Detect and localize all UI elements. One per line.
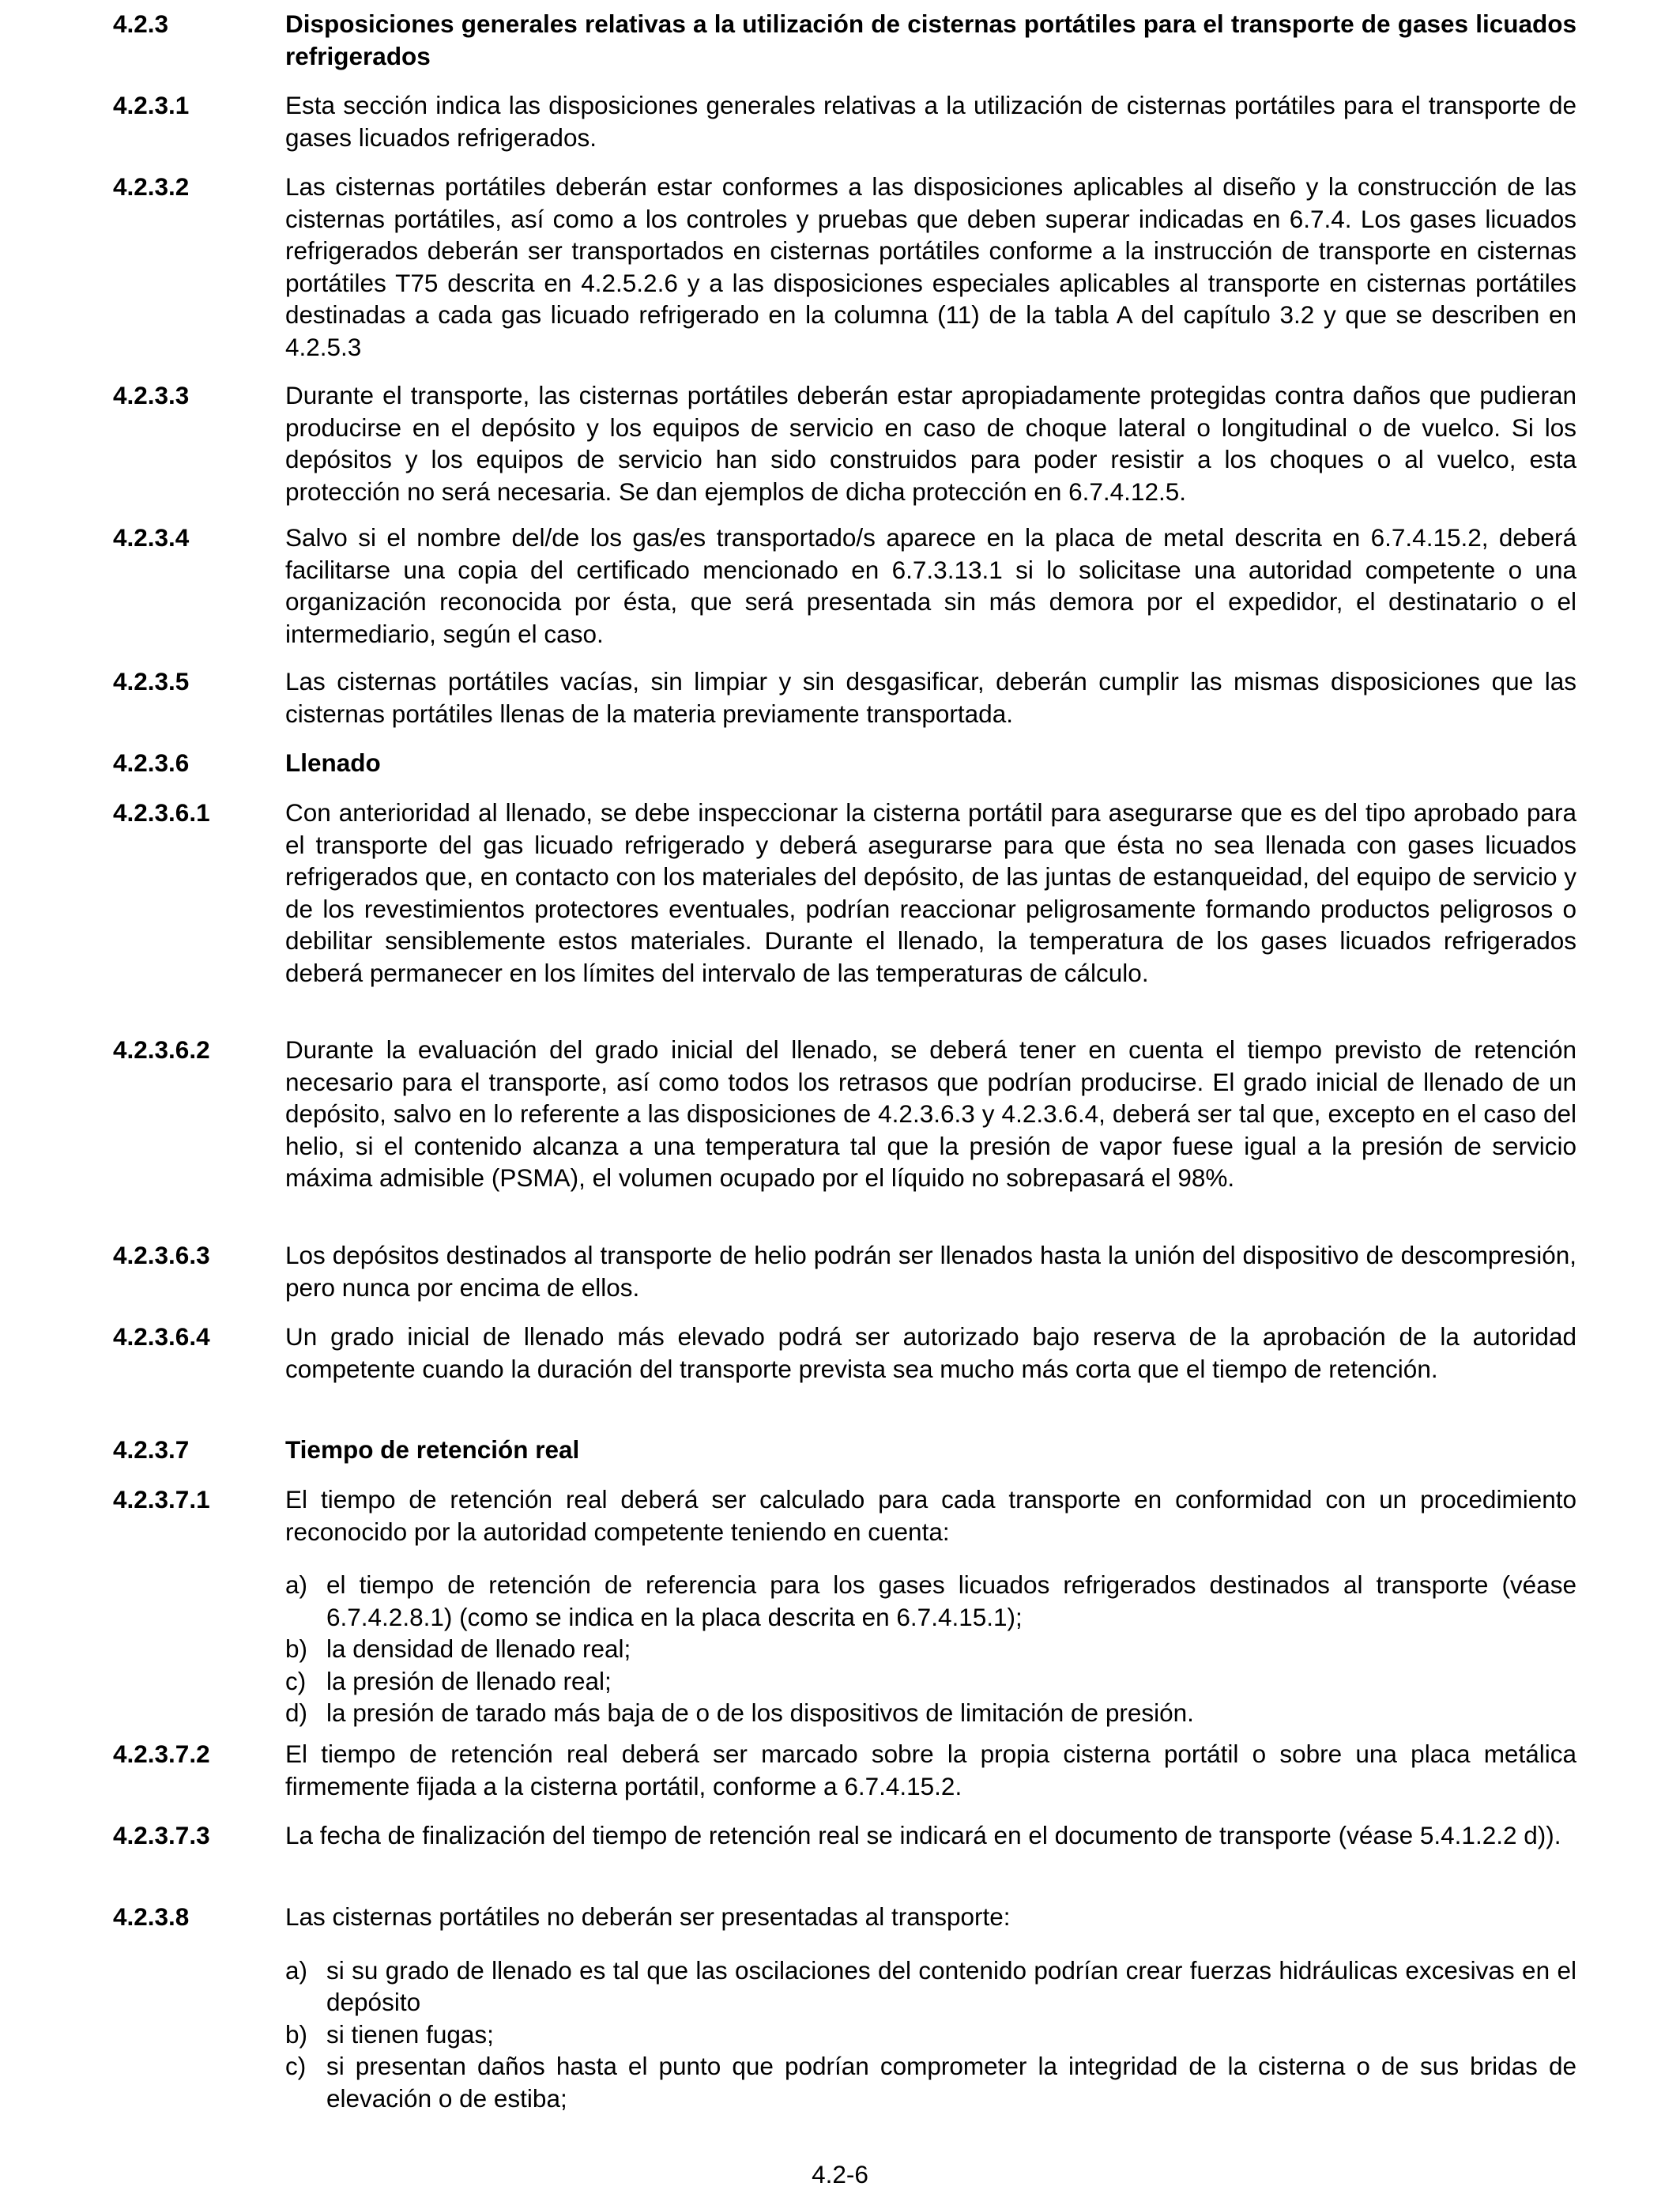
section-number: 4.2.3.7 <box>113 1435 190 1464</box>
section-number: 4.2.3.8 <box>113 1902 190 1931</box>
section-text: Salvo si el nombre del/de los gas/es transportado/s aparece en la placa de metal descrita en 6.7.4.15.2, deberá facilitarse una copia del certificado mencionado en 6.7.3.13.1 si lo solicitase una autoridad competente o una organización reconocida por ésta, que será presentada sin más demora por el expedidor, el destinatario o el intermediario, según el caso. <box>285 523 1576 648</box>
list-item <box>285 1697 1576 1729</box>
section-4-2-3-7 <box>113 1434 1576 1466</box>
section-text: Las cisternas portátiles vacías, sin limpiar y sin desgasificar, deberán cumplir las mismas disposiciones que las cisternas portátiles llenas de la materia previamente transportada. <box>285 667 1576 728</box>
section-4-2-3-7-3 <box>113 1819 1576 1852</box>
section-number: 4.2.3.6.4 <box>113 1322 210 1351</box>
section-4-2-3-6 <box>113 747 1576 779</box>
list-item <box>285 1955 1576 2019</box>
list-item-text: el tiempo de retención de referencia para los gases licuados refrigerados destinados al transporte (véase 6.7.4.2.8.1) (como se indica en la placa descrita en 6.7.4.15.1); <box>326 1570 1576 1631</box>
list-item-text: si presentan daños hasta el punto que podrían comprometer la integridad de la cisterna o de sus bridas de elevación o de estiba; <box>326 2052 1576 2113</box>
section-4-2-3-4 <box>113 522 1576 650</box>
list-item-label: c) <box>285 2052 307 2080</box>
section-number: 4.2.3.3 <box>113 381 190 409</box>
list-item-label: d) <box>285 1698 308 1727</box>
section-number: 4.2.3.2 <box>113 172 190 201</box>
section-text: Un grado inicial de llenado más elevado podrá ser autorizado bajo reserva de la aprobación de la autoridad competente cuando la duración del transporte prevista sea mucho más corta que el tiempo de retención. <box>285 1322 1576 1383</box>
list-item <box>285 1569 1576 1633</box>
section-text: Durante la evaluación del grado inicial del llenado, se deberá tener en cuenta el tiempo previsto de retención necesario para el transporte, así como todos los retrasos que podrían producirse. El grado inicial de llenado de un depósito, salvo en lo referente a las disposiciones de 4.2.3.6.3 y 4.2.3.6.4, deberá ser tal que, excepto en el caso del helio, si el contenido alcanza a una temperatura tal que la presión de vapor fuese igual a la presión de servicio máxima admisible (PSMA), el volumen ocupado por el líquido no sobrepasará el 98%. <box>285 1035 1576 1192</box>
section-number: 4.2.3.6.1 <box>113 798 210 827</box>
list-item-text: si su grado de llenado es tal que las oscilaciones del contenido podrían crear fuerzas hidráulicas excesivas en el depósito <box>326 1955 1576 2016</box>
section-4-2-3-5 <box>113 665 1576 729</box>
section-4-2-3-2 <box>113 171 1576 363</box>
section-4-2-3-1 <box>113 89 1576 153</box>
section-number: 4.2.3 <box>113 9 169 38</box>
list-item <box>285 1633 1576 1665</box>
section-4-2-3-8 <box>113 1901 1576 2114</box>
list-item <box>285 2050 1576 2114</box>
section-number: 4.2.3.6.3 <box>113 1241 210 1269</box>
section-number: 4.2.3.1 <box>113 91 190 119</box>
section-text: El tiempo de retención real deberá ser marcado sobre la propia cisterna portátil o sobre una placa metálica firmemente fijada a la cisterna portátil, conforme a 6.7.4.15.2. <box>285 1740 1576 1800</box>
section-4-2-3-3 <box>113 379 1576 507</box>
section-heading: Llenado <box>285 748 381 777</box>
list-item-label: c) <box>285 1666 307 1695</box>
section-number: 4.2.3.5 <box>113 667 190 696</box>
list-item-label: a) <box>285 1955 308 1985</box>
section-text: Durante el transporte, las cisternas portátiles deberán estar apropiadamente protegidas contra daños que pudieran producirse en el depósito y los equipos de servicio en caso de choque lateral o longitudinal o de vuelco. Si los depósitos y los equipos de servicio han sido construidos para poder resistir a los choques o al vuelco, esta protección no será necesaria. Se dan ejemplos de dicha protección en 6.7.4.12.5. <box>285 381 1576 506</box>
section-4-2-3-7-2 <box>113 1738 1576 1802</box>
section-text: Esta sección indica las disposiciones generales relativas a la utilización de cisternas portátiles para el transporte de gases licuados refrigerados. <box>285 91 1576 152</box>
section-number: 4.2.3.7.1 <box>113 1485 210 1514</box>
section-4-2-3-7-1 <box>113 1483 1576 1729</box>
conditions-list <box>285 1955 1576 2115</box>
section-number: 4.2.3.6 <box>113 748 190 777</box>
section-text: Las cisternas portátiles no deberán ser presentadas al transporte: <box>285 1902 1011 1931</box>
list-item-label: a) <box>285 1570 308 1599</box>
section-4-2-3 <box>113 8 1576 72</box>
section-4-2-3-6-4 <box>113 1321 1576 1385</box>
list-item <box>285 2019 1576 2051</box>
section-text: Las cisternas portátiles deberán estar conformes a las disposiciones aplicables al diseño y la construcción de las cisternas portátiles, así como a los controles y pruebas que deben superar indicadas en 6.7.4. Los gases licuados refrigerados deberán ser transportados en cisternas portátiles conforme a la instrucción de transporte en cisternas portátiles T75 descrita en 4.2.5.2.6 y a las disposiciones especiales aplicables al transporte en cisternas portátiles destinadas a cada gas licuado refrigerado en la columna (11) de la tabla A del capítulo 3.2 y que se describen en 4.2.5.3 <box>285 172 1576 361</box>
section-text: El tiempo de retención real deberá ser calculado para cada transporte en conformidad con un procedimiento reconocido por la autoridad competente teniendo en cuenta: <box>285 1485 1576 1546</box>
section-4-2-3-6-3 <box>113 1239 1576 1303</box>
section-text: Los depósitos destinados al transporte de helio podrán ser llenados hasta la unión del dispositivo de descompresión, pero nunca por encima de ellos. <box>285 1241 1576 1302</box>
section-4-2-3-6-2 <box>113 1034 1576 1194</box>
list-item-label: b) <box>285 1634 308 1663</box>
page-number: 4.2-6 <box>812 2160 868 2188</box>
section-heading: Tiempo de retención real <box>285 1435 580 1464</box>
list-item-text: la densidad de llenado real; <box>326 1634 631 1663</box>
section-number: 4.2.3.7.3 <box>113 1821 210 1849</box>
section-number: 4.2.3.7.2 <box>113 1740 210 1768</box>
section-text: Con anterioridad al llenado, se debe inspeccionar la cisterna portátil para asegurarse que es del tipo aprobado para el transporte del gas licuado refrigerado y deberá asegurarse para que ésta no sea llenada con gases licuados refrigerados que, en contacto con los materiales del depósito, de las juntas de estanqueidad, del equipo de servicio y de los revestimientos protectores eventuales, podrían reaccionar peligrosamente formando productos peligrosos o debilitar sensiblemente estos materiales. Durante el llenado, la temperatura de los gases licuados refrigerados deberá permanecer en los límites del intervalo de las temperaturas de cálculo. <box>285 798 1576 987</box>
section-text: La fecha de finalización del tiempo de retención real se indicará en el documento de transporte (véase 5.4.1.2.2 d)). <box>285 1821 1561 1849</box>
section-heading: Disposiciones generales relativas a la utilización de cisternas portátiles para el transporte de gases licuados refrigerados <box>285 9 1576 70</box>
section-4-2-3-6-1 <box>113 797 1576 989</box>
list-item <box>285 1665 1576 1698</box>
criteria-list <box>285 1569 1576 1729</box>
list-item-text: si tienen fugas; <box>326 2019 494 2049</box>
list-item-label: b) <box>285 2019 308 2049</box>
list-item-text: la presión de llenado real; <box>326 1666 612 1695</box>
list-item-text: la presión de tarado más baja de o de los dispositivos de limitación de presión. <box>326 1698 1194 1727</box>
section-number: 4.2.3.6.2 <box>113 1035 210 1064</box>
section-number: 4.2.3.4 <box>113 523 190 552</box>
